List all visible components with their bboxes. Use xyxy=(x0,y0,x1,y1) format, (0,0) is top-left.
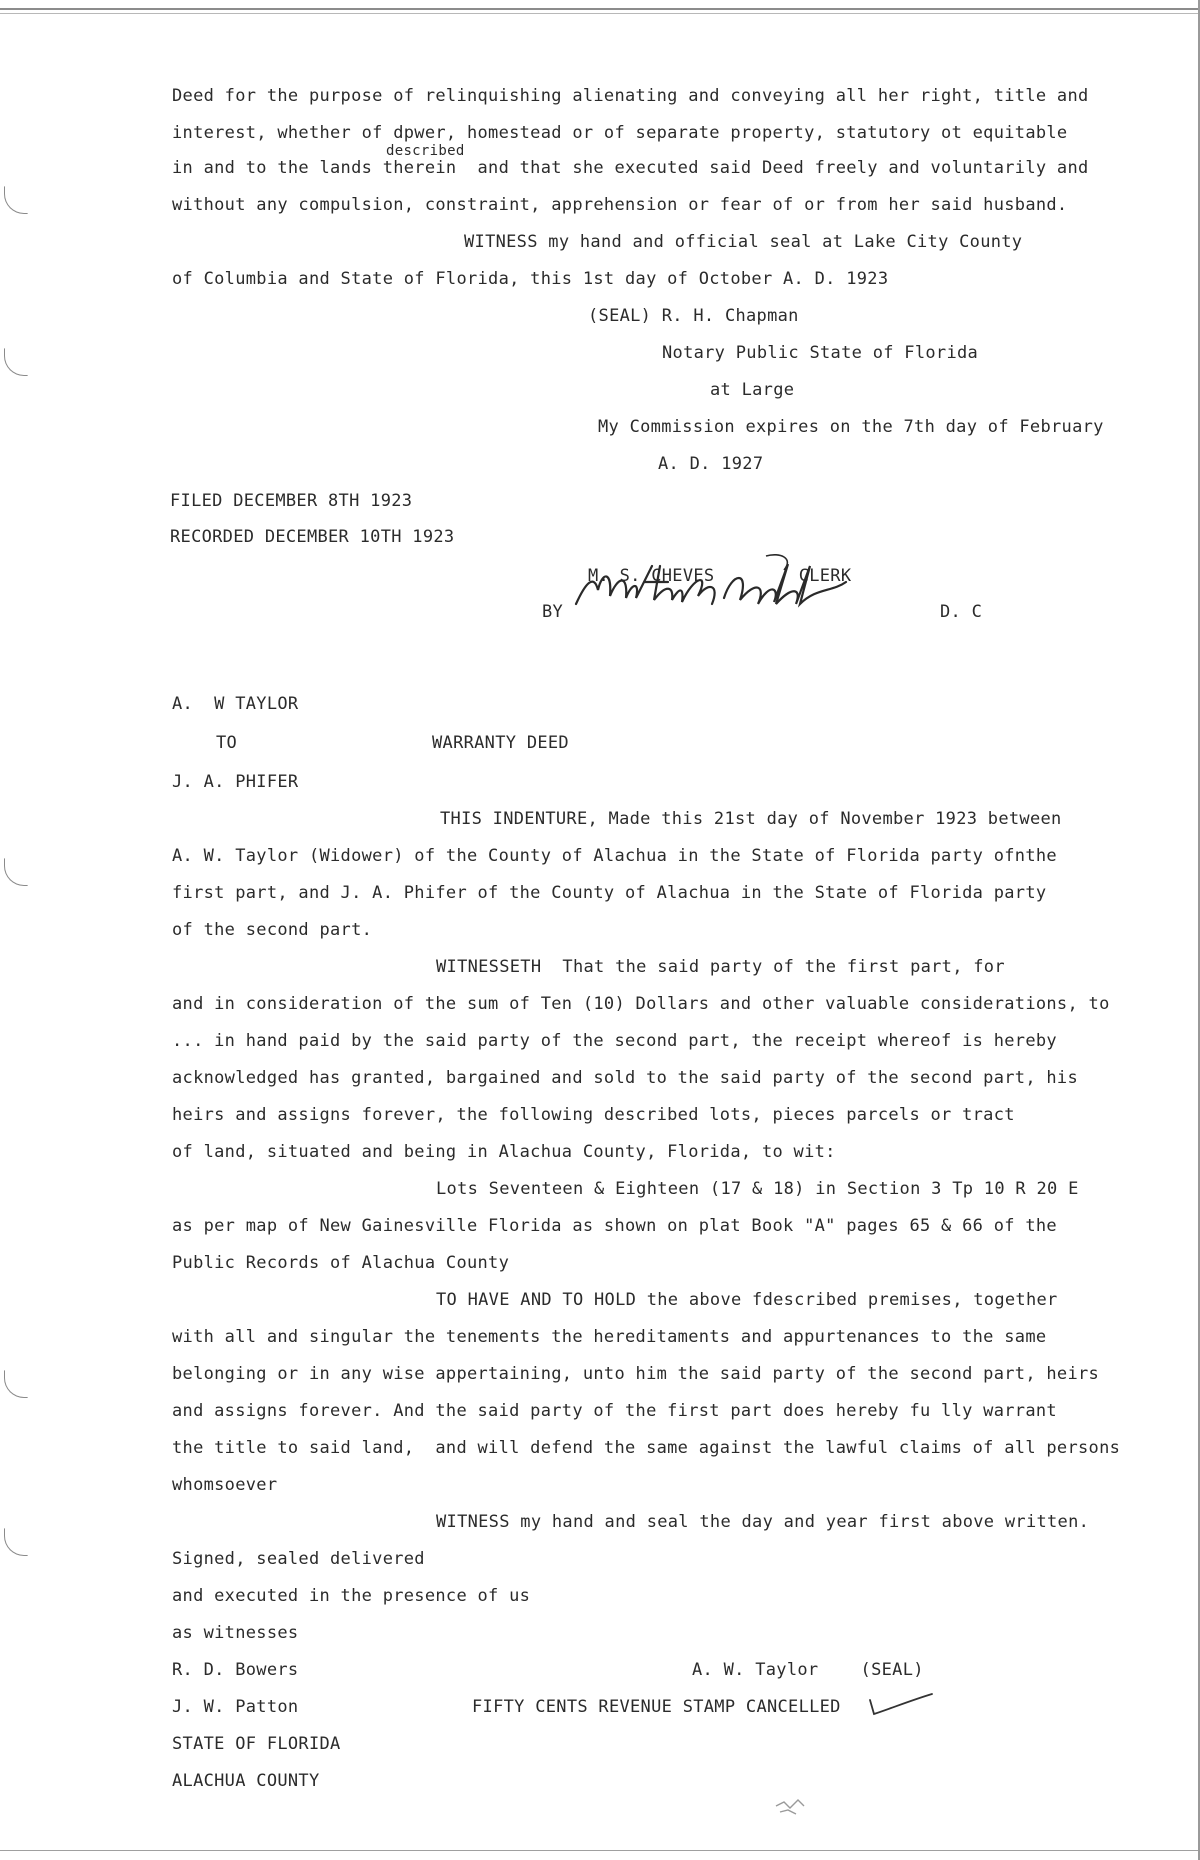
text-line: Public Records of Alachua County xyxy=(172,1253,510,1273)
deputy-clerk-label: D. C xyxy=(940,602,983,622)
text-line: with all and singular the tenements the hereditaments and appurtenances to the same xyxy=(172,1327,1047,1347)
text-line: Lots Seventeen & Eighteen (17 & 18) in Section 3 Tp 10 R 20 E xyxy=(436,1179,1079,1199)
text-line: and assigns forever. And the said party of the first part does hereby fu lly warrant xyxy=(172,1401,1057,1421)
interlinear-insertion: described xyxy=(386,143,465,159)
handwritten-signature xyxy=(570,552,850,626)
text-line: WITNESS my hand and official seal at Lake City County xyxy=(464,232,1023,252)
county-header: ALACHUA COUNTY xyxy=(172,1771,320,1791)
text-line: TO HAVE AND TO HOLD the above fdescribed premises, together xyxy=(436,1290,1058,1310)
text-line: WITNESS my hand and seal the day and year first above written. xyxy=(436,1512,1090,1532)
text-line: first part, and J. A. Phifer of the County of Alachua in the State of Florida party xyxy=(172,883,1047,903)
top-rule-secondary xyxy=(0,13,1198,14)
text-line: of Columbia and State of Florida, this 1st day of October A. D. 1923 xyxy=(172,269,889,289)
text-line: ... in hand paid by the said party of the second part, the receipt whereof is hereby xyxy=(172,1031,1057,1051)
bottom-rule xyxy=(0,1850,1198,1851)
text-line: of land, situated and being in Alachua County, Florida, to wit: xyxy=(172,1142,836,1162)
text-line: THIS INDENTURE, Made this 21st day of November 1923 between xyxy=(440,809,1062,829)
text-line: acknowledged has granted, bargained and sold to the said party of the second part, his xyxy=(172,1068,1078,1088)
witness-name: R. D. Bowers xyxy=(172,1660,299,1680)
recorded-date: RECORDED DECEMBER 10TH 1923 xyxy=(170,527,455,547)
check-mark xyxy=(866,1690,936,1720)
revenue-stamp-note: FIFTY CENTS REVENUE STAMP CANCELLED xyxy=(472,1697,841,1717)
notary-title: Notary Public State of Florida xyxy=(662,343,979,363)
text-line: whomsoever xyxy=(172,1475,278,1495)
text-line: interest, whether of dpwer, homestead or of separate property, statutory ot equitable xyxy=(172,123,1068,143)
text-line: A. W. Taylor (Widower) of the County of Alachua in the State of Florida party ofnthe xyxy=(172,846,1057,866)
by-label: BY xyxy=(542,602,564,622)
notary-title: at Large xyxy=(710,380,795,400)
binder-hole-mark xyxy=(4,186,28,214)
filed-date: FILED DECEMBER 8TH 1923 xyxy=(170,491,413,511)
grantee-name: J. A. PHIFER xyxy=(172,772,299,792)
clerk-line: M. S. CHEVES CLERK xyxy=(588,566,852,586)
binder-hole-mark xyxy=(4,348,28,376)
grantor-name: A. W TAYLOR xyxy=(172,694,299,714)
text-line: as per map of New Gainesville Florida as shown on plat Book "A" pages 65 & 66 of the xyxy=(172,1216,1057,1236)
witness-name: J. W. Patton xyxy=(172,1697,299,1717)
commission-line: My Commission expires on the 7th day of February xyxy=(598,417,1104,437)
text-line: heirs and assigns forever, the following described lots, pieces parcels or tract xyxy=(172,1105,1015,1125)
text-line: WITNESSETH That the said party of the first part, for xyxy=(436,957,1005,977)
ink-smudge xyxy=(770,1790,810,1820)
deed-title: WARRANTY DEED xyxy=(432,733,569,753)
text-line: belonging or in any wise appertaining, unto him the said party of the second part, heirs xyxy=(172,1364,1100,1384)
state-header: STATE OF FLORIDA xyxy=(172,1734,341,1754)
binder-hole-mark xyxy=(4,1528,28,1556)
text-line: in and to the lands therein and that she executed said Deed freely and voluntarily and xyxy=(172,158,1089,178)
top-rule xyxy=(0,8,1198,10)
binder-hole-mark xyxy=(4,858,28,886)
text-line: of the second part. xyxy=(172,920,373,940)
text-line: and in consideration of the sum of Ten (10) Dollars and other valuable considerations, to xyxy=(172,994,1110,1014)
notary-seal-line: (SEAL) R. H. Chapman xyxy=(588,306,799,326)
to-label: TO xyxy=(216,733,238,753)
text-line: the title to said land, and will defend the same against the lawful claims of all persons xyxy=(172,1438,1121,1458)
text-line: Signed, sealed delivered xyxy=(172,1549,425,1569)
text-line: as witnesses xyxy=(172,1623,299,1643)
text-line: without any compulsion, constraint, apprehension or fear of or from her said husband. xyxy=(172,195,1068,215)
commission-line: A. D. 1927 xyxy=(658,454,764,474)
text-line: and executed in the presence of us xyxy=(172,1586,531,1606)
text-line: Deed for the purpose of relinquishing alienating and conveying all her right, title and xyxy=(172,86,1089,106)
binder-hole-mark xyxy=(4,1370,28,1398)
grantor-signature-line: A. W. Taylor (SEAL) xyxy=(692,1660,924,1680)
